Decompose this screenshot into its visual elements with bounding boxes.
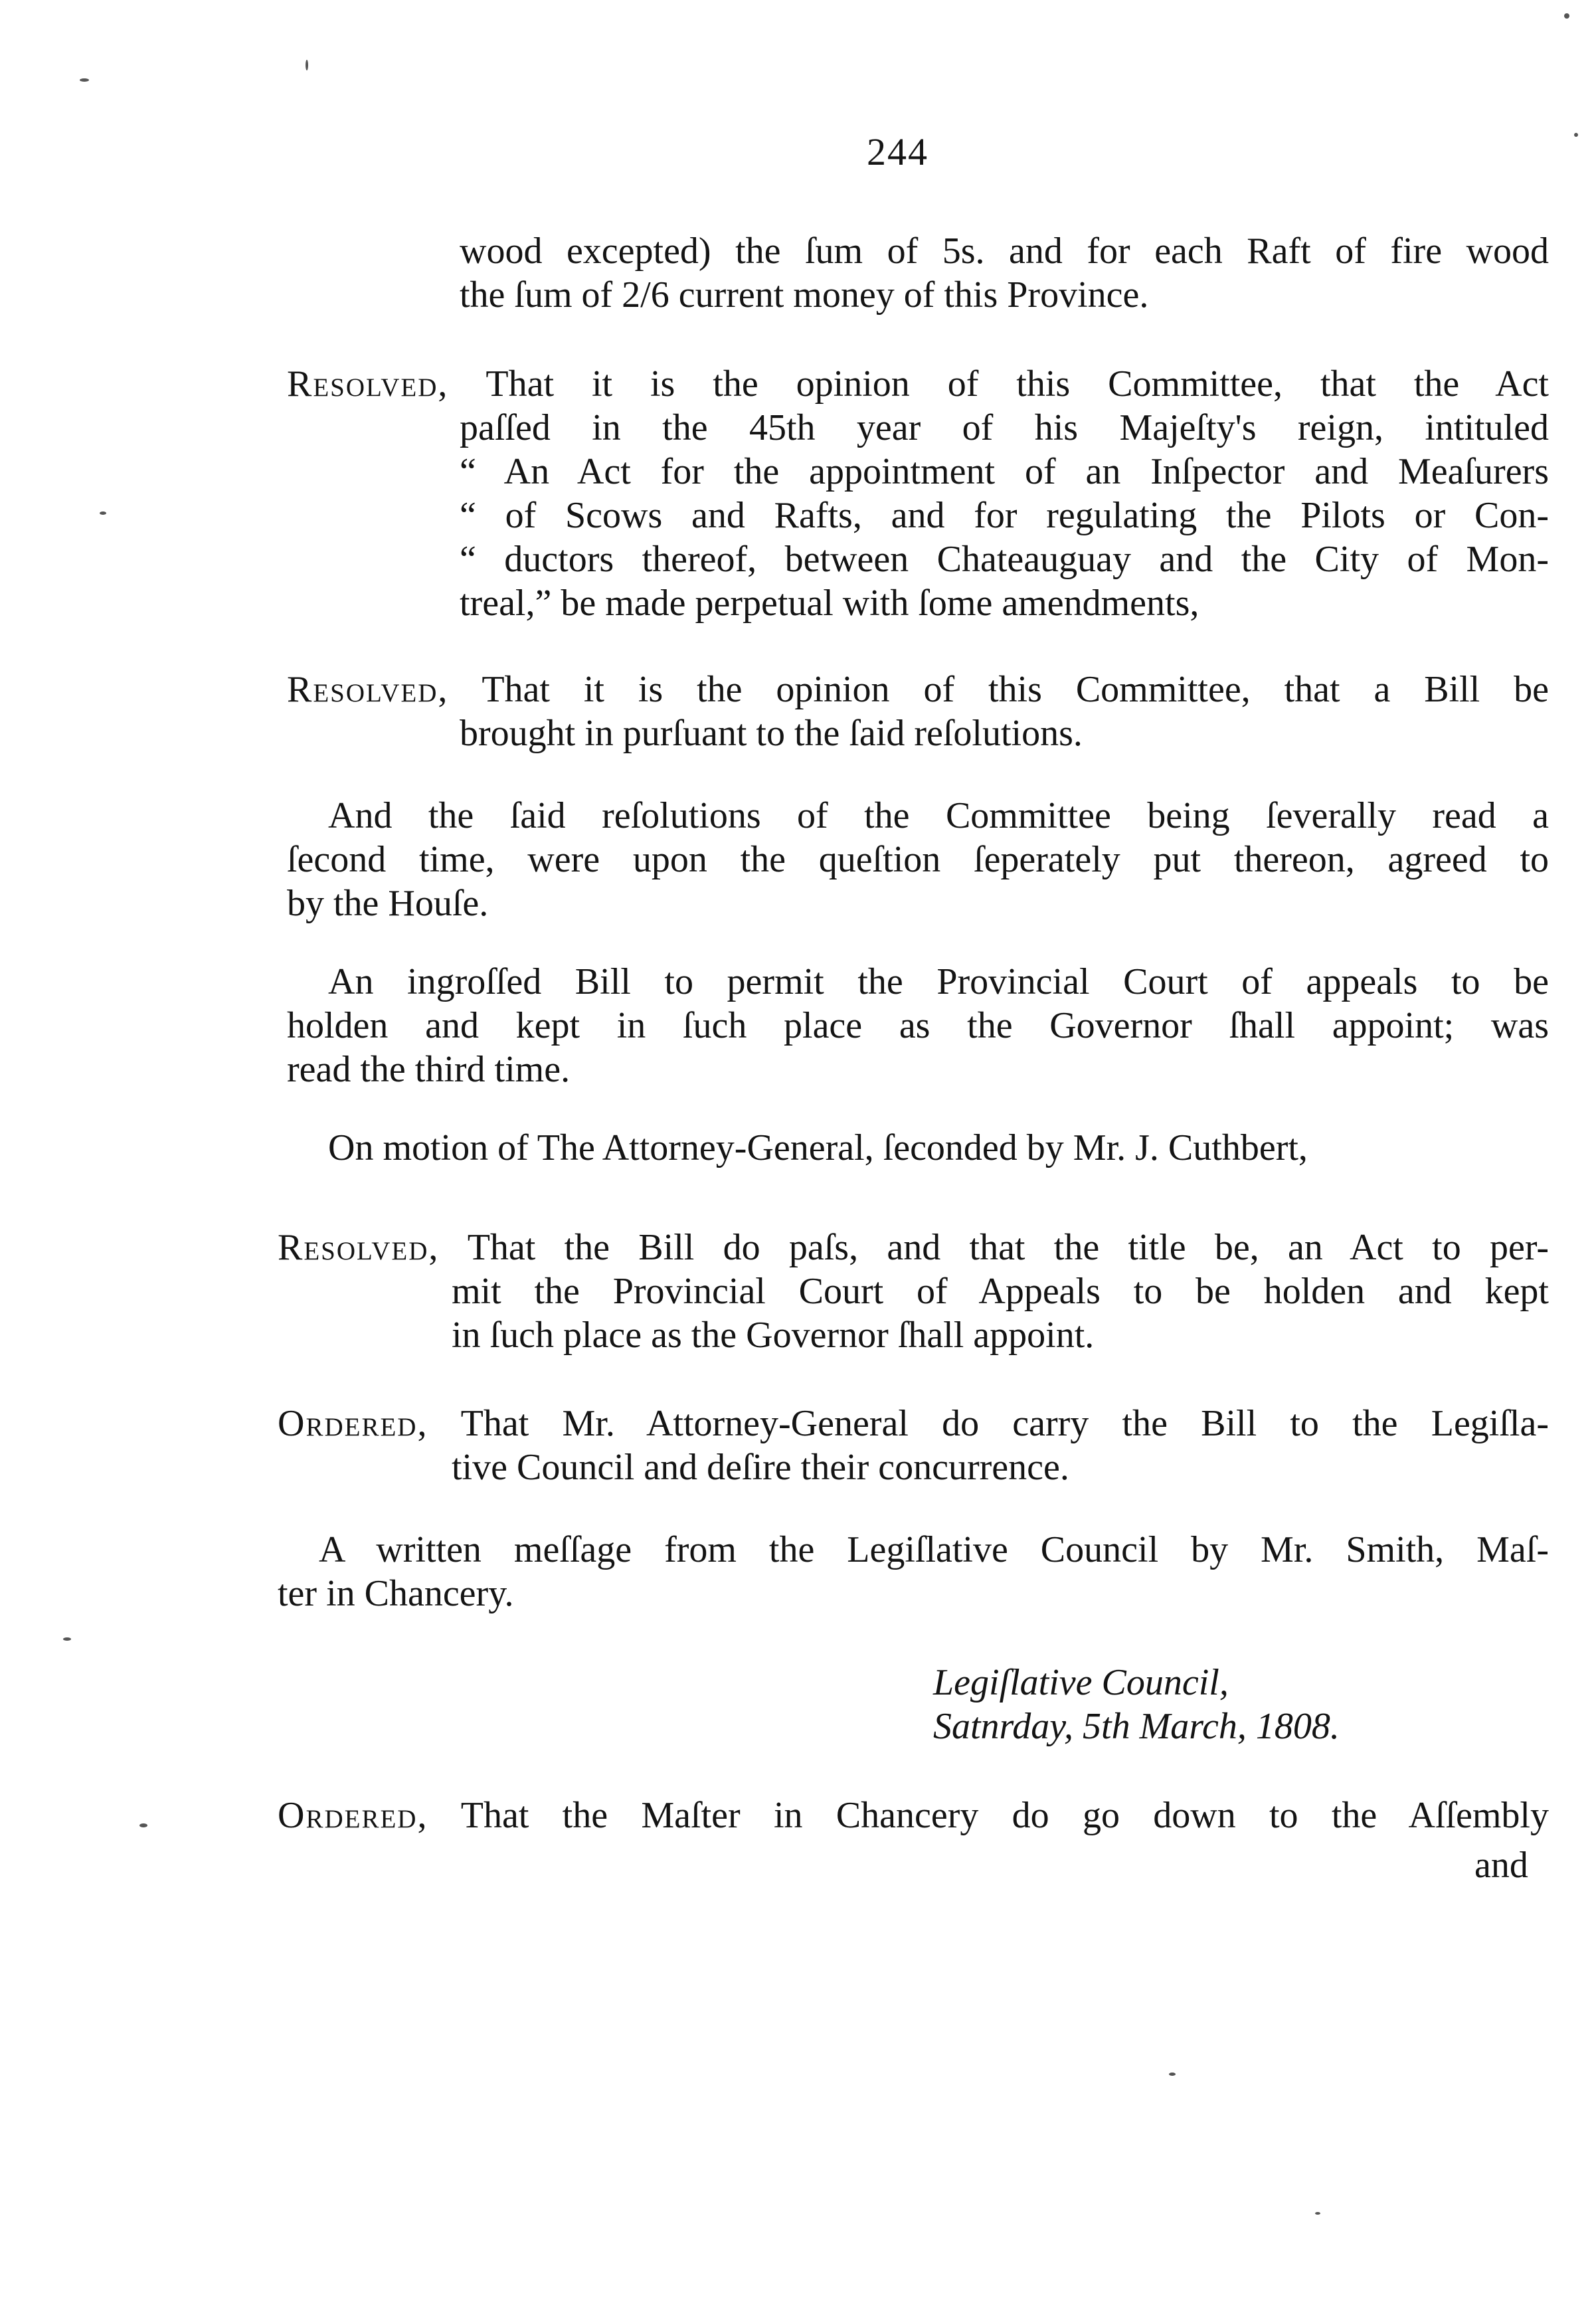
paragraph-ordered-master <box>278 1794 1549 1837</box>
lead-word: Ordered, <box>278 1403 428 1444</box>
scan-speck <box>63 1637 71 1641</box>
paragraph-resolutions-agreed <box>287 794 1549 925</box>
scan-speck <box>1564 13 1569 19</box>
lead-word: Resolved, <box>287 363 449 405</box>
text-line: That it is the opinion of this Committee, that a Bill be <box>482 669 1549 710</box>
scan-speck <box>80 78 89 82</box>
text-line: “ An Act for the appointment of an Inſpector and Meaſurers <box>460 451 1549 492</box>
text-line: tive Council and deſire their concurrence. <box>452 1447 1069 1488</box>
paragraph-continuation <box>460 229 1549 317</box>
paragraph-resolved-pass <box>278 1226 1549 1269</box>
paragraph-motion <box>328 1126 1549 1170</box>
paragraph-resolved-act-body <box>460 406 1549 625</box>
council-date: Satnrday, 5th March, 1808. <box>933 1706 1340 1747</box>
text-line: A written meſſage from the Legiſlative Council by Mr. Smith, Maſ- <box>319 1529 1549 1570</box>
text-line: That Mr. Attorney-General do carry the Bill to the Legiſla- <box>460 1403 1549 1444</box>
page-number: 244 <box>867 130 929 173</box>
text-line: read the third time. <box>287 1049 571 1090</box>
text-line: That it is the opinion of this Committee, that the Act <box>486 363 1549 405</box>
paragraph-written-message <box>278 1528 1549 1615</box>
text-line: paſſed in the 45th year of his Majeſty's reign, intituled <box>460 407 1549 448</box>
text-line: ſecond time, were upon the queſtion ſeperately put thereon, agreed to <box>287 839 1549 880</box>
text-line: holden and kept in ſuch place as the Governor ſhall appoint; was <box>287 1005 1549 1046</box>
paragraph-resolved-pass-body <box>452 1269 1549 1357</box>
paragraph-ordered-carry <box>278 1402 1549 1445</box>
lead-word: Ordered, <box>278 1795 428 1836</box>
paragraph-resolved-act <box>287 362 1549 406</box>
text-line: An ingroſſed Bill to permit the Provincial Court of appeals to be <box>328 961 1549 1002</box>
text-line: “ ductors thereof, between Chateauguay and the City of Mon- <box>460 539 1549 580</box>
lead-word: Resolved, <box>287 669 449 710</box>
scan-speck <box>1169 2073 1176 2076</box>
paragraph-ingrossed-bill <box>287 960 1549 1091</box>
scan-speck <box>1315 2212 1320 2215</box>
text-line: That the Maſter in Chancery do go down to the Aſſembly <box>460 1795 1549 1836</box>
scan-speck <box>139 1823 147 1827</box>
council-heading: Legiſlative Council, <box>933 1662 1229 1703</box>
text-line: On motion of The Attorney-General, ſeconded by Mr. J. Cuthbert, <box>328 1127 1308 1168</box>
text-line: That the Bill do paſs, and that the title be, an Act to per- <box>467 1227 1549 1268</box>
catchword: and <box>1474 1845 1528 1886</box>
text-line: mit the Provincial Court of Appeals to be holden and kept <box>452 1271 1549 1312</box>
text-line: treal,” be made perpetual with ſome amendments, <box>460 583 1199 624</box>
scan-speck <box>306 60 308 70</box>
text-line: the ſum of 2/6 current money of this Province. <box>460 274 1149 316</box>
paragraph-ordered-carry-body <box>452 1445 1549 1489</box>
text-line: And the ſaid reſolutions of the Committee being ſeverally read a <box>328 795 1549 836</box>
text-line: in ſuch place as the Governor ſhall appoint. <box>452 1315 1095 1356</box>
text-line: brought in purſuant to the ſaid reſolutions. <box>460 713 1083 754</box>
text-line: wood excepted) the ſum of 5s. and for each Raft of fire wood <box>460 231 1549 272</box>
text-line: “ of Scows and Rafts, and for regulating the Pilots or Con- <box>460 495 1549 536</box>
text-line: ter in Chancery. <box>278 1573 514 1614</box>
text-line: by the Houſe. <box>287 883 489 924</box>
scan-speck <box>100 511 106 515</box>
lead-word: Resolved, <box>278 1227 440 1268</box>
paragraph-resolved-bill <box>287 668 1549 711</box>
paragraph-resolved-bill-body <box>460 711 1549 755</box>
scan-speck <box>1574 133 1578 137</box>
